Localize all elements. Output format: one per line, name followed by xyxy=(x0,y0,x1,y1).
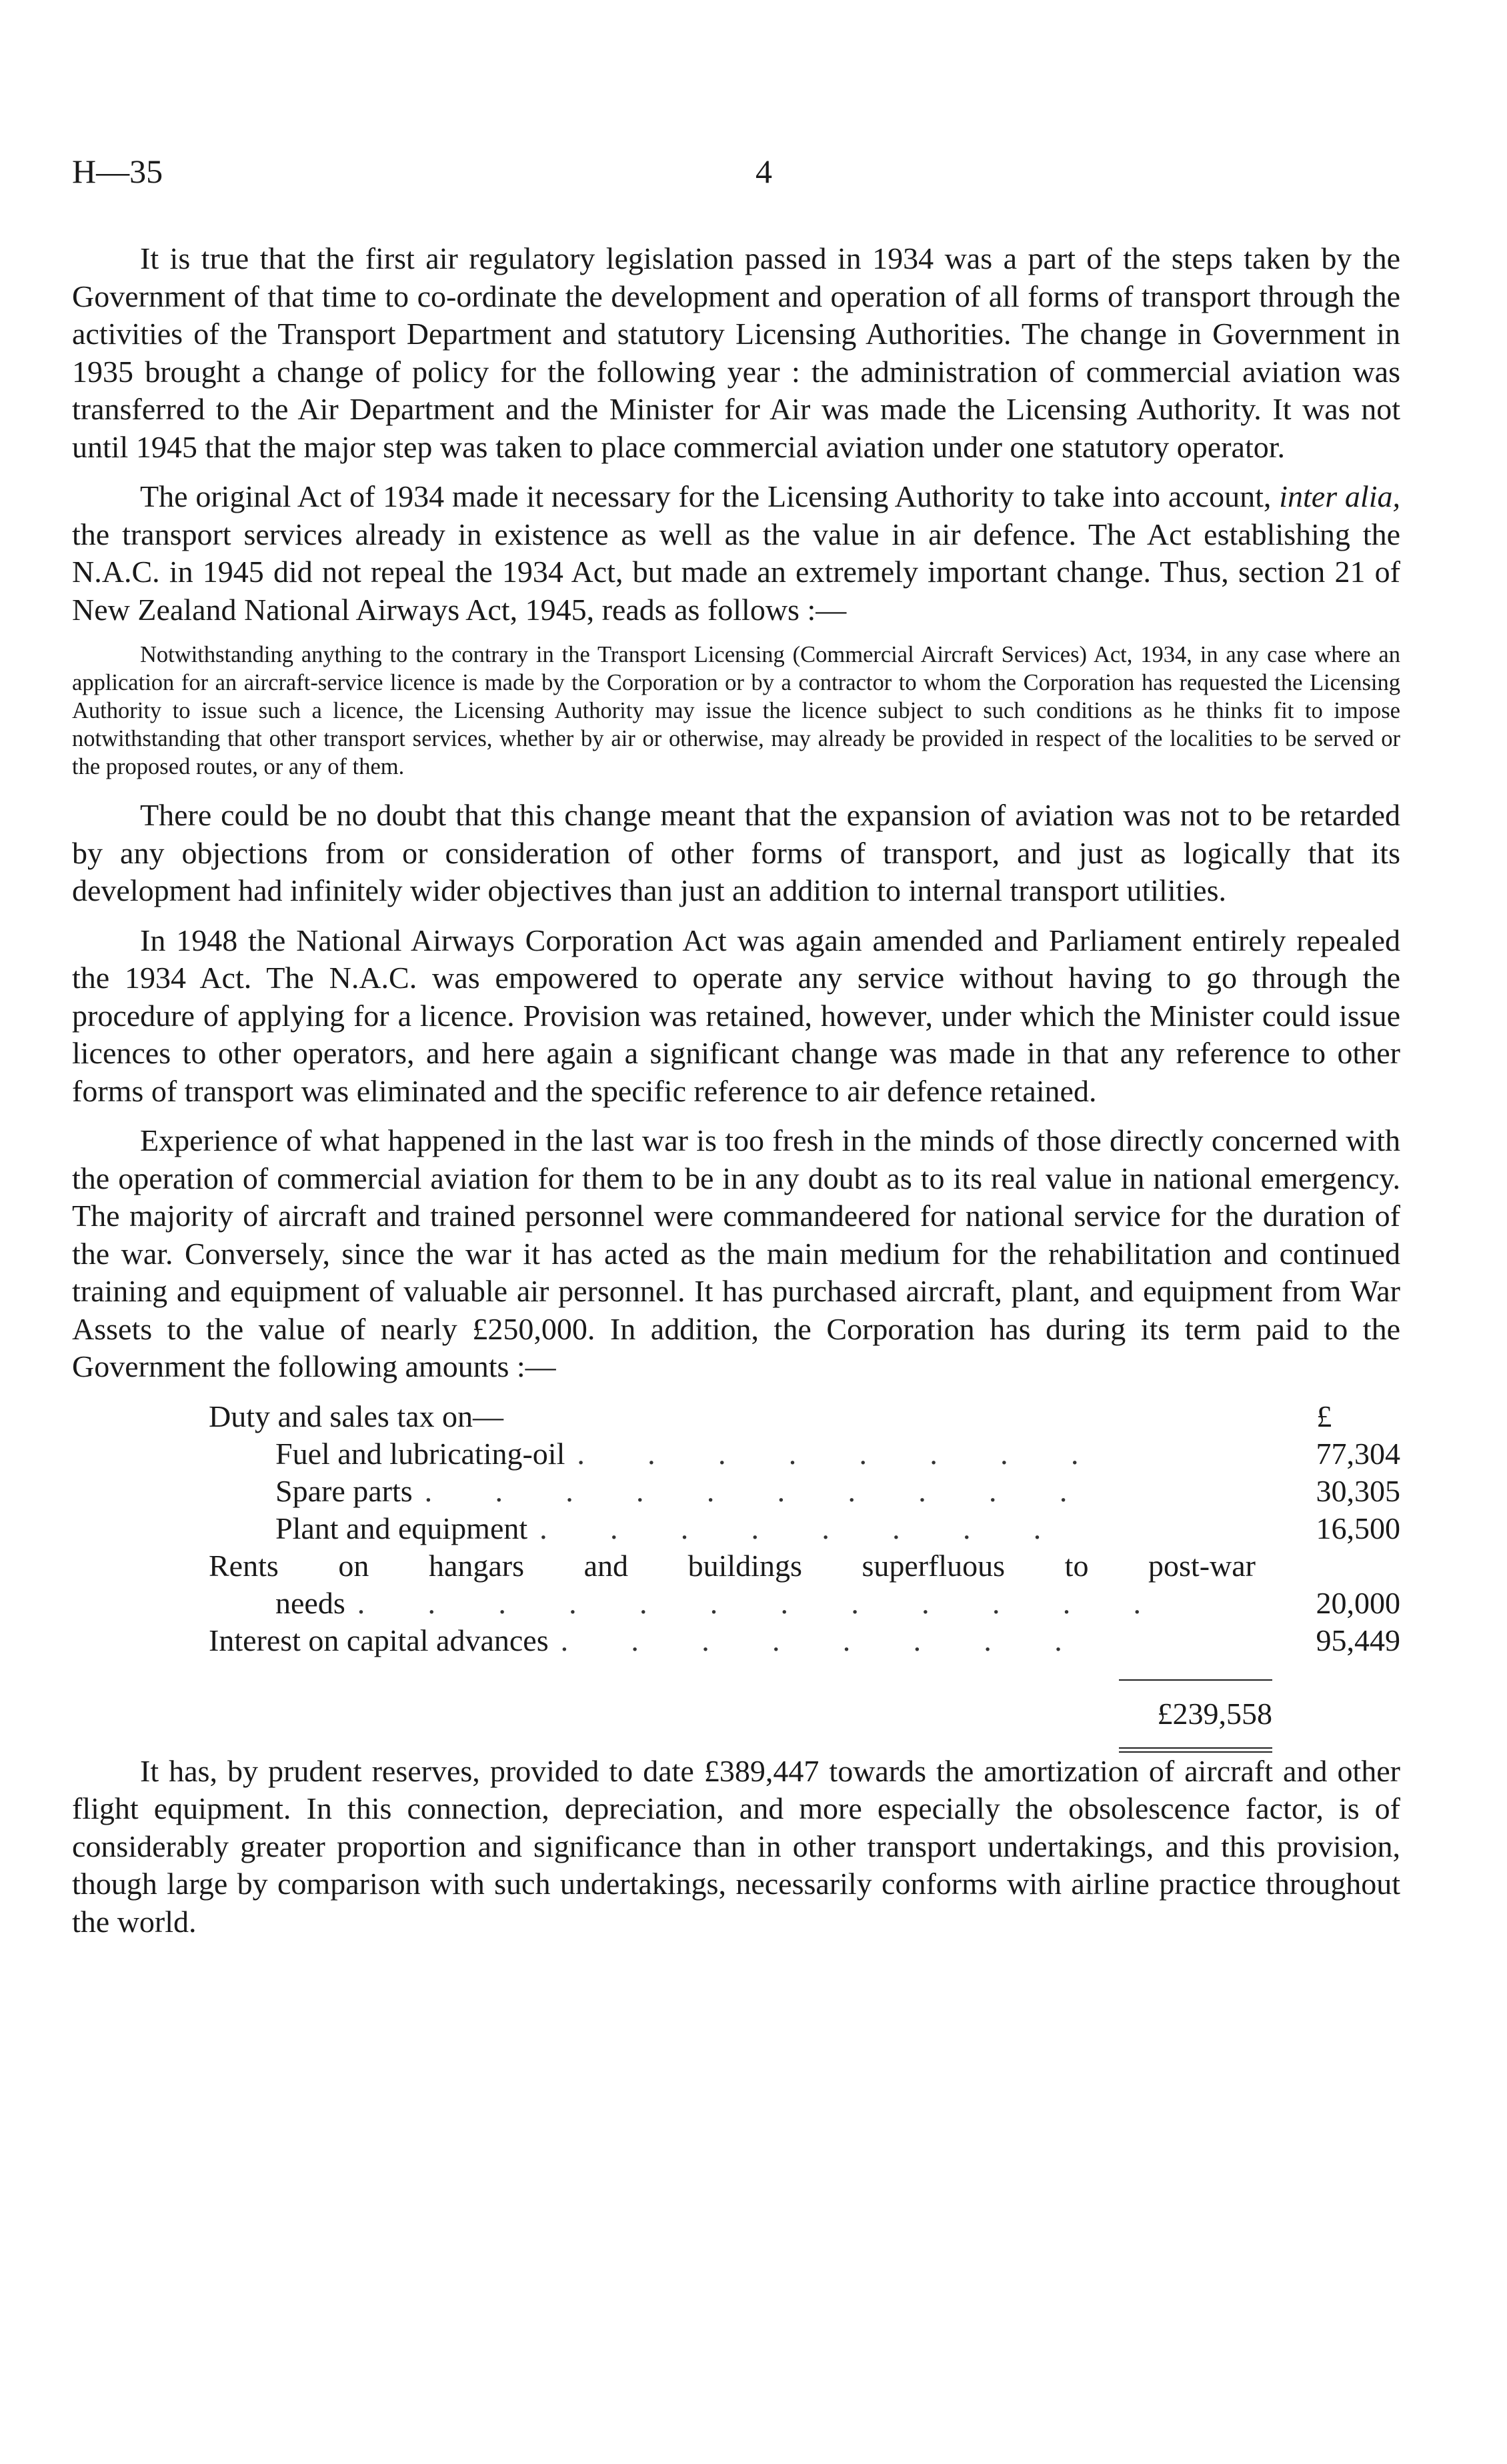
table-row xyxy=(72,1622,1400,1659)
rents-amount: 20,000 xyxy=(1316,1585,1400,1620)
document-body xyxy=(72,240,1400,1953)
item-label: Plant and equipment xyxy=(275,1511,528,1545)
item-amount: 30,305 xyxy=(1316,1473,1400,1508)
table-row-heading xyxy=(72,1398,1400,1435)
document-reference: H—35 xyxy=(72,153,163,190)
paragraph-1: It is true that the first air regulatory legislation passed in 1934 was a part of the steps taken by the Government of that time to co-ordinate the development and operation of all forms of transport through the activities of the Transport Department and statutory Licensing Authorities. The change in Government in 1935 brought a change of policy for the following year : the administration of commercial aviation was transferred to the Air Department and the Minister for Air was made the Licensing Authority. It was not until 1945 that the major step was taken to place commercial aviation under one statutory operator. xyxy=(72,241,1400,464)
paragraph-2-italic: inter alia, xyxy=(1279,479,1400,513)
paragraph-2-text-end: the transport services already in existence as well as the value in air defence. The Act establishing the N.A.C. in 1945 did not repeal the 1934 Act, but made an extremely important change. Thus, section 21 of New Zealand National Airways Act, 1945, reads as follows :— xyxy=(72,517,1400,627)
payments-table xyxy=(72,1398,1400,1753)
paragraph-3: There could be no doubt that this change meant that the expansion of aviation was not to be retarded by any objections from or consideration of other forms of transport, and just as logically that its development had infinitely wider objectives than just an addition to internal transport utilities. xyxy=(72,798,1400,907)
total-amount: £239,558 xyxy=(1157,1696,1272,1731)
duty-heading: Duty and sales tax on— xyxy=(209,1399,504,1433)
paragraph-4: In 1948 the National Airways Corporation Act was again amended and Parliament entirely repealed the 1934 Act. The N.A.C. was empowered to operate any service without having to go through the procedure of applying for a licence. Provision was retained, however, under which the Minister could issue licences to other operators, and here again a significant change was made in that any reference to other forms of transport was eliminated and the specific reference to air defence retained. xyxy=(72,923,1400,1108)
item-amount: 16,500 xyxy=(1316,1511,1400,1545)
interest-label: Interest on capital advances xyxy=(209,1623,549,1657)
table-row xyxy=(72,1585,1400,1622)
item-label: Fuel and lubricating-oil xyxy=(275,1436,565,1471)
page-header xyxy=(72,152,1406,199)
leader-dots: . . . . . . . . . . . . xyxy=(357,1585,1169,1620)
total-block xyxy=(1119,1679,1272,1753)
table-row xyxy=(72,1510,1400,1547)
total-double-rule xyxy=(1119,1747,1272,1753)
interest-amount: 95,449 xyxy=(1316,1623,1400,1657)
page-number: 4 xyxy=(756,153,772,190)
paragraph-6: It has, by prudent reserves, provided to date £389,447 towards the amortization of aircraft and other flight equipment. In this connection, depreciation, and more especially the obsolescence factor, is of considerably greater proportion and significance than in other transport undertakings, and this provision, though large by comparison with such undertakings, necessarily conforms with airline practice throughout the world. xyxy=(72,1753,1400,1939)
paragraph-2-text-start: The original Act of 1934 made it necessary for the Licensing Authority to take into account, xyxy=(140,479,1280,513)
leader-dots: . . . . . . . . xyxy=(539,1511,1069,1545)
item-amount: 77,304 xyxy=(1316,1436,1400,1471)
table-row xyxy=(72,1435,1400,1473)
currency-symbol: £ xyxy=(1316,1399,1332,1433)
item-label: Spare parts xyxy=(275,1473,413,1508)
leader-dots: . . . . . . . . xyxy=(577,1436,1106,1471)
quoted-section-21: Notwithstanding anything to the contrary in the Transport Licensing (Commercial Aircraft Services) Act, 1934, in any case where an application for an aircraft-service licence is made by the Corporation or by a contractor to whom the Corporation has requested the Licensing Authority to issue such a licence, the Licensing Authority may issue the licence subject to such conditions as he thinks fit to impose notwithstanding that other transport services, whether by air or otherwise, may already be provided in respect of the localities to be served or the proposed routes, or any of them. xyxy=(72,642,1400,779)
table-row xyxy=(72,1473,1400,1510)
paragraph-2 xyxy=(72,478,1400,629)
leader-dots: . . . . . . . . xyxy=(560,1623,1090,1657)
leader-dots: . . . . . . . . . . xyxy=(424,1473,1095,1508)
rents-label-line2: needs xyxy=(275,1585,345,1620)
table-row-rents-line1 xyxy=(72,1547,1400,1585)
paragraph-5: Experience of what happened in the last war is too fresh in the minds of those directly concerned with the operation of commercial aviation for them to be in any doubt as to its real value in national emergency. The majority of aircraft and trained personnel were commandeered for national service for the duration of the war. Conversely, since the war it has acted as the main medium for the rehabilitation and continued training and equipment of valuable air personnel. It has purchased aircraft, plant, and equipment from War Assets to the value of nearly £250,000. In addition, the Corporation has during its term paid to the Government the following amounts :— xyxy=(72,1123,1400,1383)
rents-label-line1: Rents on hangars and buildings superfluous to post-war xyxy=(209,1548,1256,1583)
